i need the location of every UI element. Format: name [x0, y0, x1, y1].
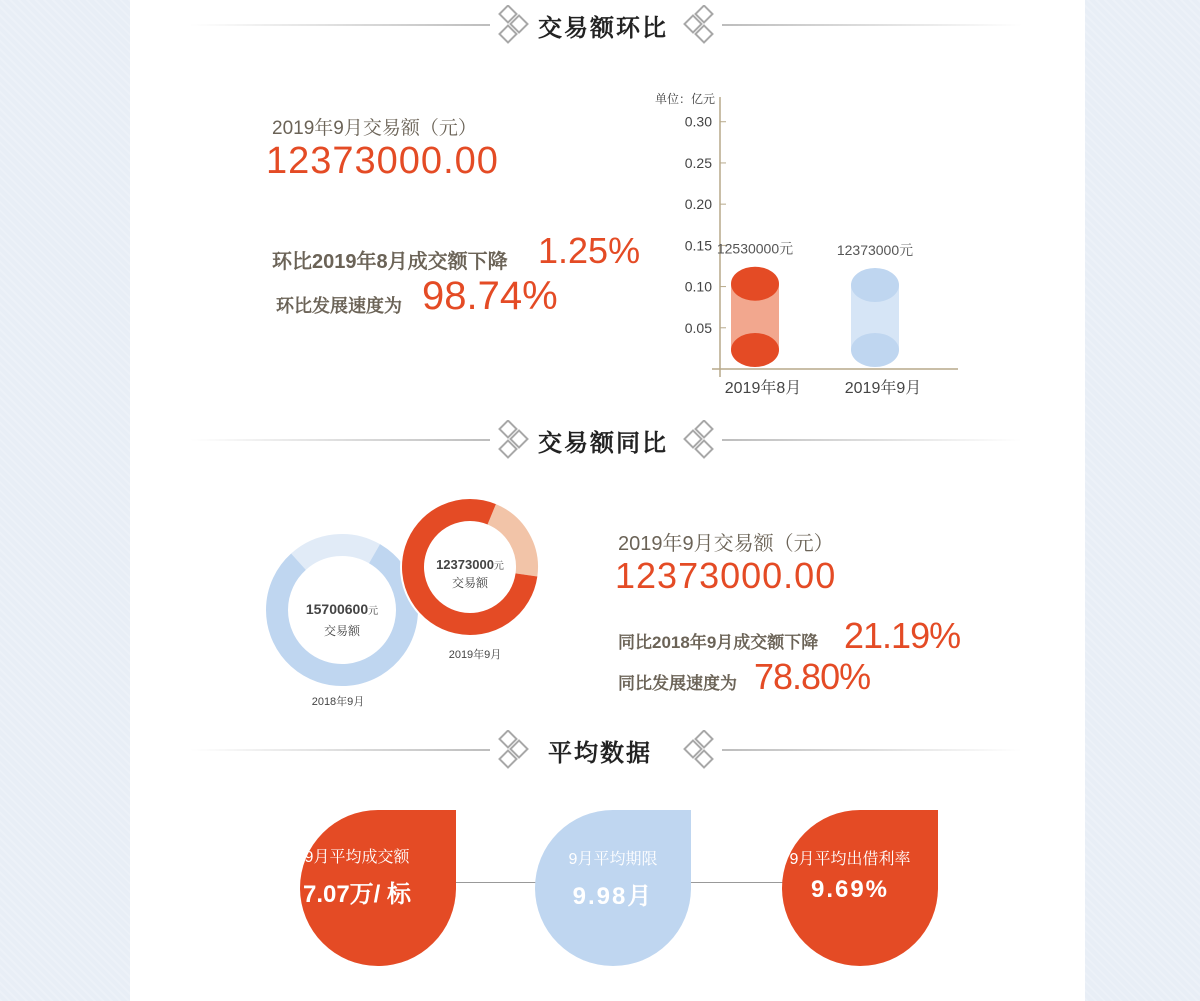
yoy-speed-value: 78.80%	[754, 656, 871, 697]
yoy-decline-value: 21.19%	[844, 615, 961, 656]
drop-label-avg-rate: 9月平均出借利率	[789, 851, 911, 868]
drop-label-avg-amount: 9月平均成交额	[304, 849, 410, 866]
drop-value-avg-rate: 9.69%	[810, 876, 890, 903]
bar-1	[851, 268, 899, 367]
divider-left	[190, 749, 490, 751]
mom-speed-value: 98.74%	[422, 274, 558, 318]
yoy-amount-value: 12373000.00	[615, 555, 837, 596]
y-tick-label: 0.15	[684, 237, 712, 254]
y-tick-label: 0.10	[684, 278, 712, 295]
unit-label: 单位：亿元	[655, 92, 716, 106]
donut-left-value: 15700600元	[305, 601, 379, 617]
mom-decline-label: 环比2019年8月成交额下降	[272, 251, 508, 273]
donut-right-period: 2019年9月	[448, 649, 502, 661]
drop-value-avg-amount: 7.07万/ 标	[302, 881, 412, 908]
bar-0	[731, 267, 779, 367]
donut-right-value: 12373000元	[436, 557, 504, 572]
x-tick-label: 2019年9月	[844, 380, 922, 397]
y-tick-label: 0.25	[684, 154, 712, 171]
mom-speed-label: 环比发展速度为	[276, 296, 402, 316]
mom-decline-value: 1.25%	[538, 230, 641, 271]
yoy-speed-label: 同比发展速度为	[618, 674, 737, 693]
diamond-ornament-icon	[682, 420, 722, 460]
divider-left	[190, 24, 490, 26]
donut-left-caption: 交易额	[323, 624, 361, 638]
mom-bar-chart	[640, 85, 980, 405]
yoy-donut-charts	[250, 490, 550, 720]
data-label: 12530000元	[716, 240, 794, 257]
diamond-ornament-icon	[682, 730, 722, 770]
diamond-ornament-icon	[490, 420, 530, 460]
yoy-decline-label: 同比2018年9月成交额下降	[618, 633, 819, 652]
y-tick-label: 0.30	[684, 113, 712, 130]
mom-amount-label: 2019年9月交易额（元）	[272, 118, 477, 139]
section-title-text: 平均数据	[548, 738, 652, 767]
x-tick-label: 2019年8月	[724, 380, 802, 397]
section-title-text: 交易额同比	[538, 428, 668, 457]
diamond-ornament-icon	[682, 5, 722, 45]
diamond-ornament-icon	[490, 730, 530, 770]
section-title-text: 交易额环比	[538, 13, 668, 42]
donut-left-period: 2018年9月	[311, 696, 365, 708]
y-tick-label: 0.20	[684, 196, 712, 213]
section-title-mom	[130, 0, 1085, 50]
donut-remainder	[299, 545, 375, 562]
divider-right	[722, 749, 1022, 751]
divider-right	[722, 24, 1022, 26]
drop-label-avg-term: 9月平均期限	[568, 851, 658, 868]
mom-amount-value: 12373000.00	[266, 140, 499, 182]
data-label: 12373000元	[836, 242, 914, 259]
section-title-avg	[130, 725, 1085, 775]
divider-left	[190, 439, 490, 441]
donut-right-caption: 交易额	[451, 576, 489, 590]
section-title-yoy	[130, 415, 1085, 465]
divider-right	[722, 439, 1022, 441]
y-tick-label: 0.05	[684, 319, 712, 336]
yoy-amount-label: 2019年9月交易额（元）	[618, 533, 834, 555]
content-panel	[130, 0, 1085, 1001]
diamond-ornament-icon	[490, 5, 530, 45]
drop-value-avg-term: 9.98月	[572, 883, 654, 910]
